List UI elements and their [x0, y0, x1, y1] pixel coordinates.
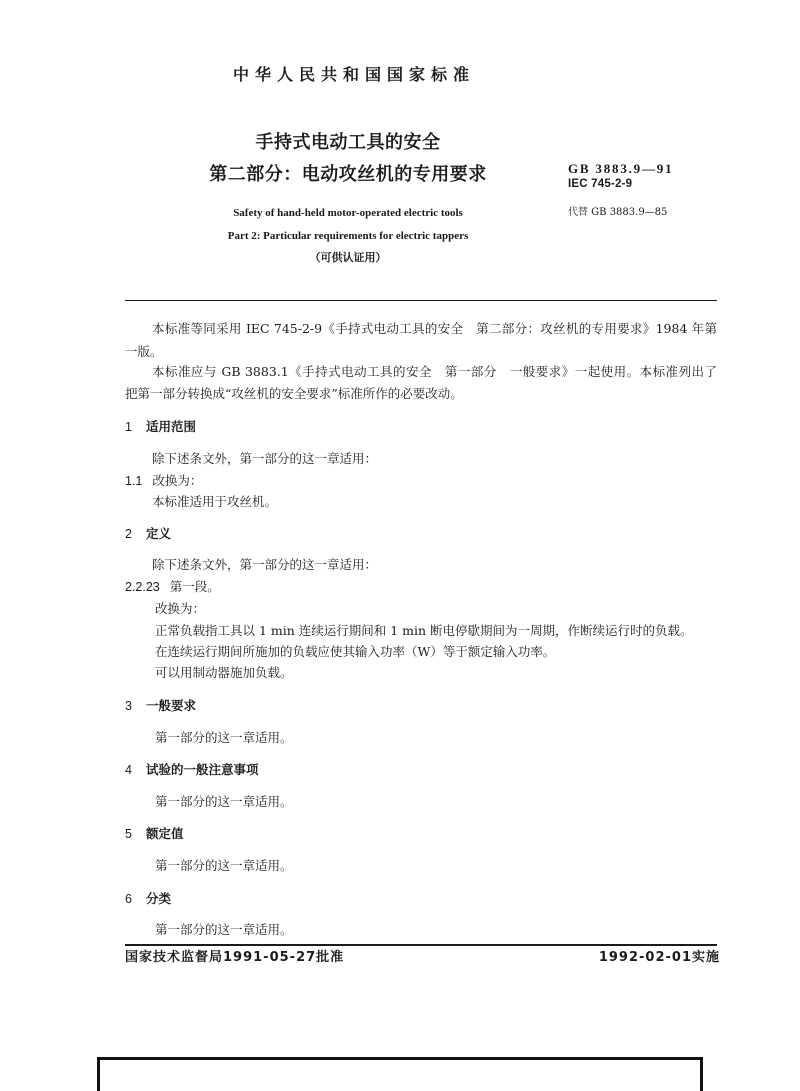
title-en-line1: Safety of hand-held motor-operated electric tools — [233, 207, 463, 219]
section-number: 3 — [125, 699, 132, 713]
section-6-body: 第一部分的这一章适用。 — [155, 922, 293, 937]
section-6-heading — [125, 891, 171, 907]
section-title: 额定值 — [145, 826, 184, 841]
national-standard-header: 中华人民共和国国家标准 — [232, 65, 475, 84]
clause-1-1-body: 本标准适用于攻丝机。 — [152, 494, 278, 509]
certification-note: （可供认证用） — [309, 251, 387, 264]
intro-paragraph-1-line-2: 一版。 — [125, 344, 163, 359]
section-3-heading — [125, 698, 196, 714]
iec-code: IEC 745-2-9 — [568, 178, 633, 190]
bottom-rule — [125, 944, 717, 946]
section-3-body: 第一部分的这一章适用。 — [155, 730, 293, 745]
section-1-lead: 除下述条文外，第一部分的这一章适用： — [152, 451, 378, 466]
clause-2-2-23 — [125, 579, 220, 595]
section-title: 试验的一般注意事项 — [145, 762, 259, 777]
intro-paragraph-2-line-1: 本标准应与 GB 3883.1《手持式电动工具的安全 第一部分 一般要求》一起使用。本标准列出了 — [152, 364, 717, 379]
section-number: 6 — [125, 892, 132, 906]
section-4-body: 第一部分的这一章适用。 — [155, 794, 293, 809]
title-zh-line1: 手持式电动工具的安全 — [255, 132, 441, 153]
approval-date: 国家技术监督局1991-05-27批准 — [125, 950, 345, 965]
top-rule — [125, 300, 717, 301]
replaces-code: 代替 GB 3883.9—85 — [568, 207, 668, 218]
section-5-body: 第一部分的这一章适用。 — [155, 858, 293, 873]
section-2-heading — [125, 526, 171, 542]
title-zh-line2: 第二部分：电动攻丝机的专用要求 — [209, 164, 487, 185]
clause-1-1 — [125, 473, 202, 489]
section-title: 分类 — [145, 891, 171, 906]
title-en-line2: Part 2: Particular requirements for electric tappers — [227, 230, 469, 242]
section-title: 定义 — [145, 526, 171, 541]
section-number: 4 — [125, 763, 132, 777]
clause-2-2-23-body-line: 正常负载指工具以 1 min 连续运行期间和 1 min 断电停歇期间为一周期，作断续运行时的负载。 — [155, 623, 693, 638]
section-2-lead: 除下述条文外，第一部分的这一章适用： — [152, 557, 378, 572]
clause-number: 1.1 — [125, 474, 143, 488]
section-number: 5 — [125, 827, 132, 841]
gb-code: GB 3883.9—91 — [568, 161, 674, 176]
clause-text: 第一段。 — [169, 579, 220, 594]
clause-2-2-23-body-line: 改换为： — [155, 601, 206, 616]
intro-paragraph-2-line-2: 把第一部分转换成“攻丝机的安全要求”标准所作的必要改动。 — [125, 386, 463, 401]
section-1-heading — [125, 419, 196, 435]
implementation-date: 1992-02-01实施 — [598, 950, 720, 965]
section-4-heading — [125, 762, 258, 778]
section-number: 1 — [125, 420, 132, 434]
section-title: 一般要求 — [145, 698, 196, 713]
section-title: 适用范围 — [145, 419, 196, 434]
clause-text: 改换为： — [152, 473, 203, 488]
clause-2-2-23-body-line: 可以用制动器施加负载。 — [155, 665, 293, 680]
page-frame-box — [97, 1057, 703, 1091]
section-5-heading — [125, 826, 183, 842]
clause-2-2-23-body-line: 在连续运行期间所施加的负载应使其输入功率（W）等于额定输入功率。 — [155, 644, 556, 659]
section-number: 2 — [125, 527, 132, 541]
clause-number: 2.2.23 — [125, 580, 160, 594]
intro-paragraph-1-line-1: 本标准等同采用 IEC 745-2-9《手持式电动工具的安全 第二部分：攻丝机的专用要求》1984 年第 — [152, 321, 717, 336]
